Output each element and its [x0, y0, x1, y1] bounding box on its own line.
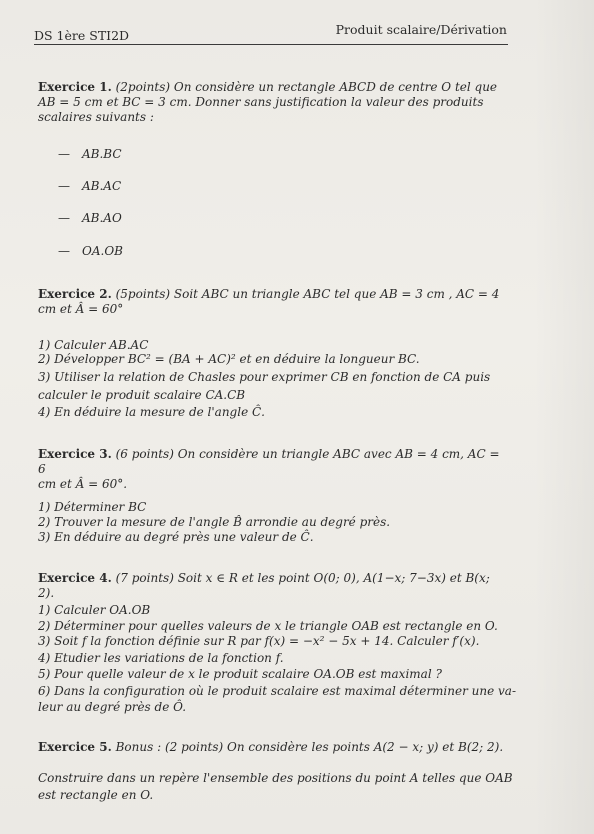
ex1-item: — AB.BC: [58, 147, 122, 161]
ex5-line-3: est rectangle en O.: [38, 788, 154, 802]
exercise-2: [38, 287, 504, 317]
ex1-item: — OA.OB: [58, 244, 123, 258]
exercise-3: [38, 447, 504, 492]
page-shadow: [534, 0, 594, 834]
ex2-question-4: 4) En déduire la mesure de l'angle Ĉ.: [38, 405, 265, 419]
ex2-question-2: 2) Développer BC² = (BA + AC)² et en déduire la longueur BC.: [38, 352, 420, 366]
exercise-4-line1: Soit x ∈ R et les point O(0; 0), A(1−x; 7−3x) et B(x; 2).: [38, 571, 490, 600]
ex4-question-4: 4) Etudier les variations de la fonction f.: [38, 651, 284, 665]
ex1-item: — AB.AO: [58, 211, 122, 225]
ex4-question-5: 5) Pour quelle valeur de x le produit scalaire OA.OB est maximal ?: [38, 667, 442, 681]
exercise-2-line2: cm et Â = 60°: [38, 302, 124, 316]
ex4-question-1: 1) Calculer OA.OB: [38, 603, 151, 617]
exercise-4-title: Exercice 4.: [38, 571, 112, 585]
ex1-item-text: AB.AC: [82, 179, 122, 193]
topic-label: Produit scalaire/Dérivation: [335, 22, 507, 37]
exercise-5-line1: On considère les points A(2 − x; y) et B(2; 2).: [227, 740, 504, 754]
header-rule: [34, 44, 508, 45]
exercise-5: [38, 740, 504, 755]
exercise-2-points: (5points): [115, 287, 171, 301]
exercise-3-line2: cm et Â = 60°.: [38, 477, 128, 491]
ex1-item-text: OA.OB: [82, 244, 123, 258]
exercise-3-title: Exercice 3.: [38, 447, 112, 461]
ex3-question-3: 3) En déduire au degré près une valeur de Ĉ.: [38, 530, 314, 544]
ex4-question-6b: leur au degré près de Ô.: [38, 700, 187, 714]
ex1-item: — AB.AC: [58, 179, 122, 193]
exercise-3-line1: On considère un triangle ABC avec AB = 4 cm, AC = 6: [38, 447, 500, 476]
ex4-question-2: 2) Déterminer pour quelles valeurs de x le triangle OAB est rectangle en O.: [38, 619, 498, 633]
page-header: [34, 22, 507, 46]
exercise-5-title: Exercice 5.: [38, 740, 112, 754]
exercise-3-points: (6 points): [115, 447, 174, 461]
exercise-1-line1: On considère un rectangle ABCD de centre O tel que: [173, 80, 498, 94]
ex1-item-text: AB.AO: [82, 211, 122, 225]
ex4-question-6a: 6) Dans la configuration où le produit scalaire est maximal déterminer une va-: [38, 684, 517, 698]
ex2-question-3a: 3) Utiliser la relation de Chasles pour exprimer CB en fonction de CA puis: [38, 370, 491, 384]
exercise-1-points: (2points): [115, 80, 171, 94]
exercise-2-line1: Soit ABC un triangle ABC tel que AB = 3 cm , AC = 4: [173, 287, 500, 301]
ex5-line-2: Construire dans un repère l'ensemble des positions du point A telles que OAB: [38, 771, 513, 785]
ex1-item-text: AB.BC: [82, 147, 122, 161]
exercise-1-line3: scalaires suivants :: [38, 110, 154, 124]
exercise-1-line2: AB = 5 cm et BC = 3 cm. Donner sans justification la valeur des produits: [38, 95, 484, 109]
course-label: DS 1ère STI2D: [34, 28, 130, 43]
ex4-question-3: 3) Soit f la fonction définie sur R par f(x) = −x² − 5x + 14. Calculer f′(x).: [38, 634, 480, 648]
exercise-2-title: Exercice 2.: [38, 287, 112, 301]
exercise-4-points: (7 points): [115, 571, 174, 585]
ex3-question-1: 1) Déterminer BC: [38, 500, 147, 514]
exercise-4: [38, 571, 504, 601]
ex2-question-1: 1) Calculer AB.AC: [38, 338, 149, 352]
exercise-5-points: Bonus : (2 points): [115, 740, 224, 754]
ex2-question-3b: calculer le produit scalaire CA.CB: [38, 388, 246, 402]
exercise-1-title: Exercice 1.: [38, 80, 112, 94]
exercise-1: [38, 80, 504, 125]
ex3-question-2: 2) Trouver la mesure de l'angle B̂ arrondie au degré près.: [38, 515, 391, 529]
